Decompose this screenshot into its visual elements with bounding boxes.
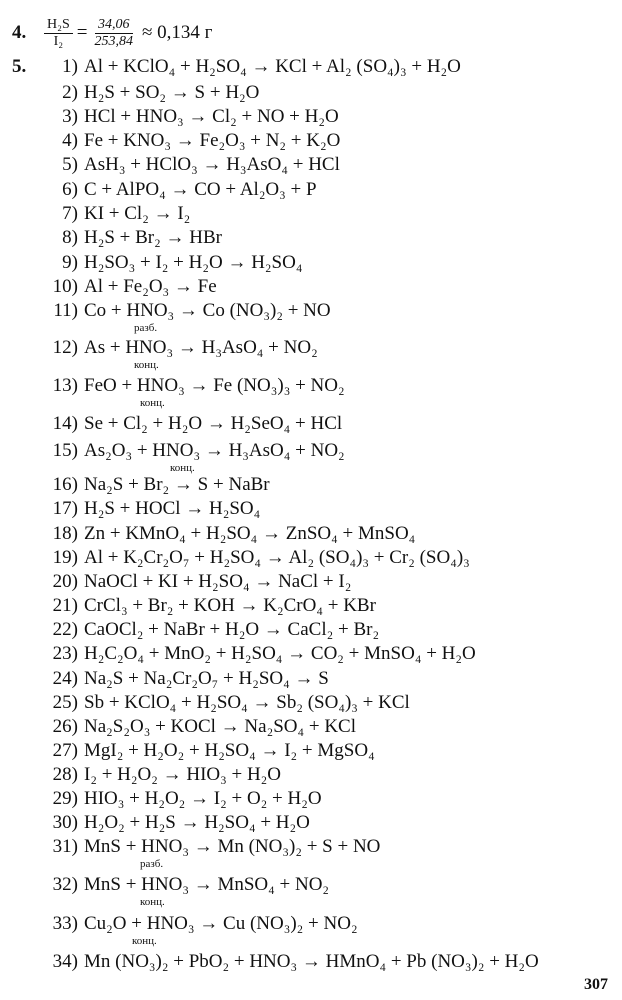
acid-concentration-note: разб. <box>134 322 158 334</box>
equation-text: AsH₃ + HClO₃ → H₃AsO₄ + HCl <box>84 154 340 175</box>
equation-text: KI + Cl₂ → I₂ <box>84 203 191 224</box>
equation-number: 15) <box>52 440 78 461</box>
equation-number: 18) <box>52 523 78 544</box>
equation-item <box>12 82 612 104</box>
equation-number: 33) <box>52 913 78 934</box>
equation-item <box>12 764 612 786</box>
fraction-numerator: 34,06 <box>95 17 133 34</box>
equation-text: H₂O₂ + H₂S → H₂SO₄ + H₂O <box>84 812 310 833</box>
equation-number: 22) <box>52 619 78 640</box>
acid-concentration-note: конц. <box>134 359 159 371</box>
equation-number: 5) <box>62 154 78 175</box>
equation-text: Cu₂O + HNO₃ → Cu (NO₃)₂ + NO₂ <box>84 913 358 934</box>
equation-number: 28) <box>52 764 78 785</box>
equation-number: 3) <box>62 106 78 127</box>
acid-concentration-note: разб. <box>140 858 164 870</box>
equals-sign: = <box>76 22 88 43</box>
equation-number: 4) <box>62 130 78 151</box>
equation-item <box>12 474 612 496</box>
fraction-denominator: 253,84 <box>94 33 133 49</box>
equation-text: H₂S + SO₂ → S + H₂O <box>84 82 260 103</box>
equation-item <box>12 643 612 665</box>
equation-item <box>12 523 612 545</box>
equation-item <box>12 130 612 152</box>
equation-number: 1) <box>62 56 78 77</box>
equation-text: C + AlPO₄ → CO + Al₂O₃ + P <box>84 179 317 200</box>
equation-text: Co + HNO₃ → Co (NO₃)₂ + NO <box>84 300 331 321</box>
equation-item <box>12 716 612 738</box>
equation-number: 10) <box>52 276 78 297</box>
equation-item <box>12 106 612 128</box>
equation-number: 17) <box>52 498 78 519</box>
equation-text: NaOCl + KI + H₂SO₄ → NaCl + I₂ <box>84 571 352 592</box>
acid-concentration-note: конц. <box>140 397 165 409</box>
equation-number: 31) <box>52 836 78 857</box>
equation-number: 12) <box>52 337 78 358</box>
acid-concentration-note: конц. <box>170 462 195 474</box>
equation-number: 26) <box>52 716 78 737</box>
value-fraction <box>92 17 137 50</box>
equation-number: 14) <box>52 413 78 434</box>
equation-item <box>12 203 612 225</box>
equation-text: I₂ + H₂O₂ → HIO₃ + H₂O <box>84 764 282 785</box>
equation-number: 24) <box>52 668 78 689</box>
equation-number: 32) <box>52 874 78 895</box>
equation-item <box>12 276 612 298</box>
equation-item <box>12 227 612 249</box>
equation-number: 29) <box>52 788 78 809</box>
equation-text: Zn + KMnO₄ + H₂SO₄ → ZnSO₄ + MnSO₄ <box>84 523 416 544</box>
equation-text: MgI₂ + H₂O₂ + H₂SO₄ → I₂ + MgSO₄ <box>84 740 375 761</box>
equation-text: As + HNO₃ → H₃AsO₄ + NO₂ <box>84 337 318 358</box>
equation-text: MnS + HNO₃ → MnSO₄ + NO₂ <box>84 874 330 895</box>
equation-number: 13) <box>52 375 78 396</box>
equation-item <box>12 179 612 201</box>
acid-concentration-note: конц. <box>140 896 165 908</box>
equation-number: 19) <box>52 547 78 568</box>
equation-text: Al + K₂Cr₂O₇ + H₂SO₄ → Al₂ (SO₄)₃ + Cr₂ (SO₄)₃ <box>84 547 470 568</box>
equation-item <box>12 668 612 690</box>
equation-item <box>12 874 612 908</box>
equation-item <box>12 337 612 371</box>
fraction-numerator: H₂S <box>44 17 73 34</box>
equation-text: HIO₃ + H₂O₂ → I₂ + O₂ + H₂O <box>84 788 322 809</box>
equation-text: H₂C₂O₄ + MnO₂ + H₂SO₄ → CO₂ + MnSO₄ + H₂O <box>84 643 476 664</box>
equation-item <box>12 300 612 334</box>
equation-number: 6) <box>62 179 78 200</box>
equation-text: H₂S + HOCl → H₂SO₄ <box>84 498 261 519</box>
equation-text: Na₂S + Br₂ → S + NaBr <box>84 474 270 495</box>
equation-text: Fe + KNO₃ → Fe₂O₃ + N₂ + K₂O <box>84 130 341 151</box>
equation-number: 21) <box>52 595 78 616</box>
equation-number: 25) <box>52 692 78 713</box>
equation-number: 23) <box>52 643 78 664</box>
acid-concentration-note: конц. <box>132 935 157 947</box>
equation-item <box>12 498 612 520</box>
equation-text: H₂S + Br₂ → HBr <box>84 227 222 248</box>
equation-text: Na₂S₂O₃ + KOCl → Na₂SO₄ + KCl <box>84 716 357 737</box>
equation-number: 27) <box>52 740 78 761</box>
equation-item <box>12 571 612 593</box>
ratio-fraction <box>44 17 73 50</box>
page-number: 307 <box>584 976 608 993</box>
equation-item <box>12 812 612 834</box>
equation-number: 34) <box>52 951 78 972</box>
equation-item <box>12 836 612 870</box>
equation-number: 16) <box>52 474 78 495</box>
equation-text: CaOCl₂ + NaBr + H₂O → CaCl₂ + Br₂ <box>84 619 380 640</box>
equation-list <box>12 56 612 986</box>
equation-item <box>12 913 612 947</box>
equation-item <box>12 413 612 435</box>
equation-number: 11) <box>53 300 78 321</box>
equation-item <box>12 692 612 714</box>
equation-text: Al + KClO₄ + H₂SO₄ → KCl + Al₂ (SO₄)₃ + H₂O <box>84 56 461 77</box>
equation-item <box>12 951 612 973</box>
problem-4 <box>12 10 212 56</box>
equation-text: FeO + HNO₃ → Fe (NO₃)₃ + NO₂ <box>84 375 345 396</box>
equation-item <box>12 440 612 474</box>
fraction-denominator: I₂ <box>53 33 64 49</box>
equation-text: Al + Fe₂O₃ → Fe <box>84 276 217 297</box>
equation-text: HCl + HNO₃ → Cl₂ + NO + H₂O <box>84 106 339 127</box>
problem-4-number: 4. <box>12 22 27 43</box>
equation-item <box>12 788 612 810</box>
equation-item <box>12 56 612 78</box>
equation-number: 8) <box>62 227 78 248</box>
equation-item <box>12 252 612 274</box>
problem-5-number: 5. <box>12 56 27 77</box>
equation-item <box>12 595 612 617</box>
equation-text: As₂O₃ + HNO₃ → H₃AsO₄ + NO₂ <box>84 440 345 461</box>
equation-item <box>12 375 612 409</box>
equation-number: 30) <box>52 812 78 833</box>
equation-text: MnS + HNO₃ → Mn (NO₃)₂ + S + NO <box>84 836 381 857</box>
equation-text: Sb + KClO₄ + H₂SO₄ → Sb₂ (SO₄)₃ + KCl <box>84 692 410 713</box>
equation-item <box>12 619 612 641</box>
equation-item <box>12 547 612 569</box>
equation-text: Na₂S + Na₂Cr₂O₇ + H₂SO₄ → S <box>84 668 329 689</box>
equation-number: 7) <box>62 203 78 224</box>
equation-number: 9) <box>62 252 78 273</box>
equation-number: 2) <box>62 82 78 103</box>
equation-item <box>12 740 612 762</box>
problem-4-result: ≈ 0,134 г <box>142 22 213 43</box>
equation-item <box>12 154 612 176</box>
equation-text: Mn (NO₃)₂ + PbO₂ + HNO₃ → HMnO₄ + Pb (NO₃)₂ + H₂O <box>84 951 539 972</box>
equation-text: Se + Cl₂ + H₂O → H₂SeO₄ + HCl <box>84 413 343 434</box>
equation-text: H₂SO₃ + I₂ + H₂O → H₂SO₄ <box>84 252 303 273</box>
equation-text: CrCl₃ + Br₂ + KOH → K₂CrO₄ + KBr <box>84 595 376 616</box>
equation-number: 20) <box>52 571 78 592</box>
